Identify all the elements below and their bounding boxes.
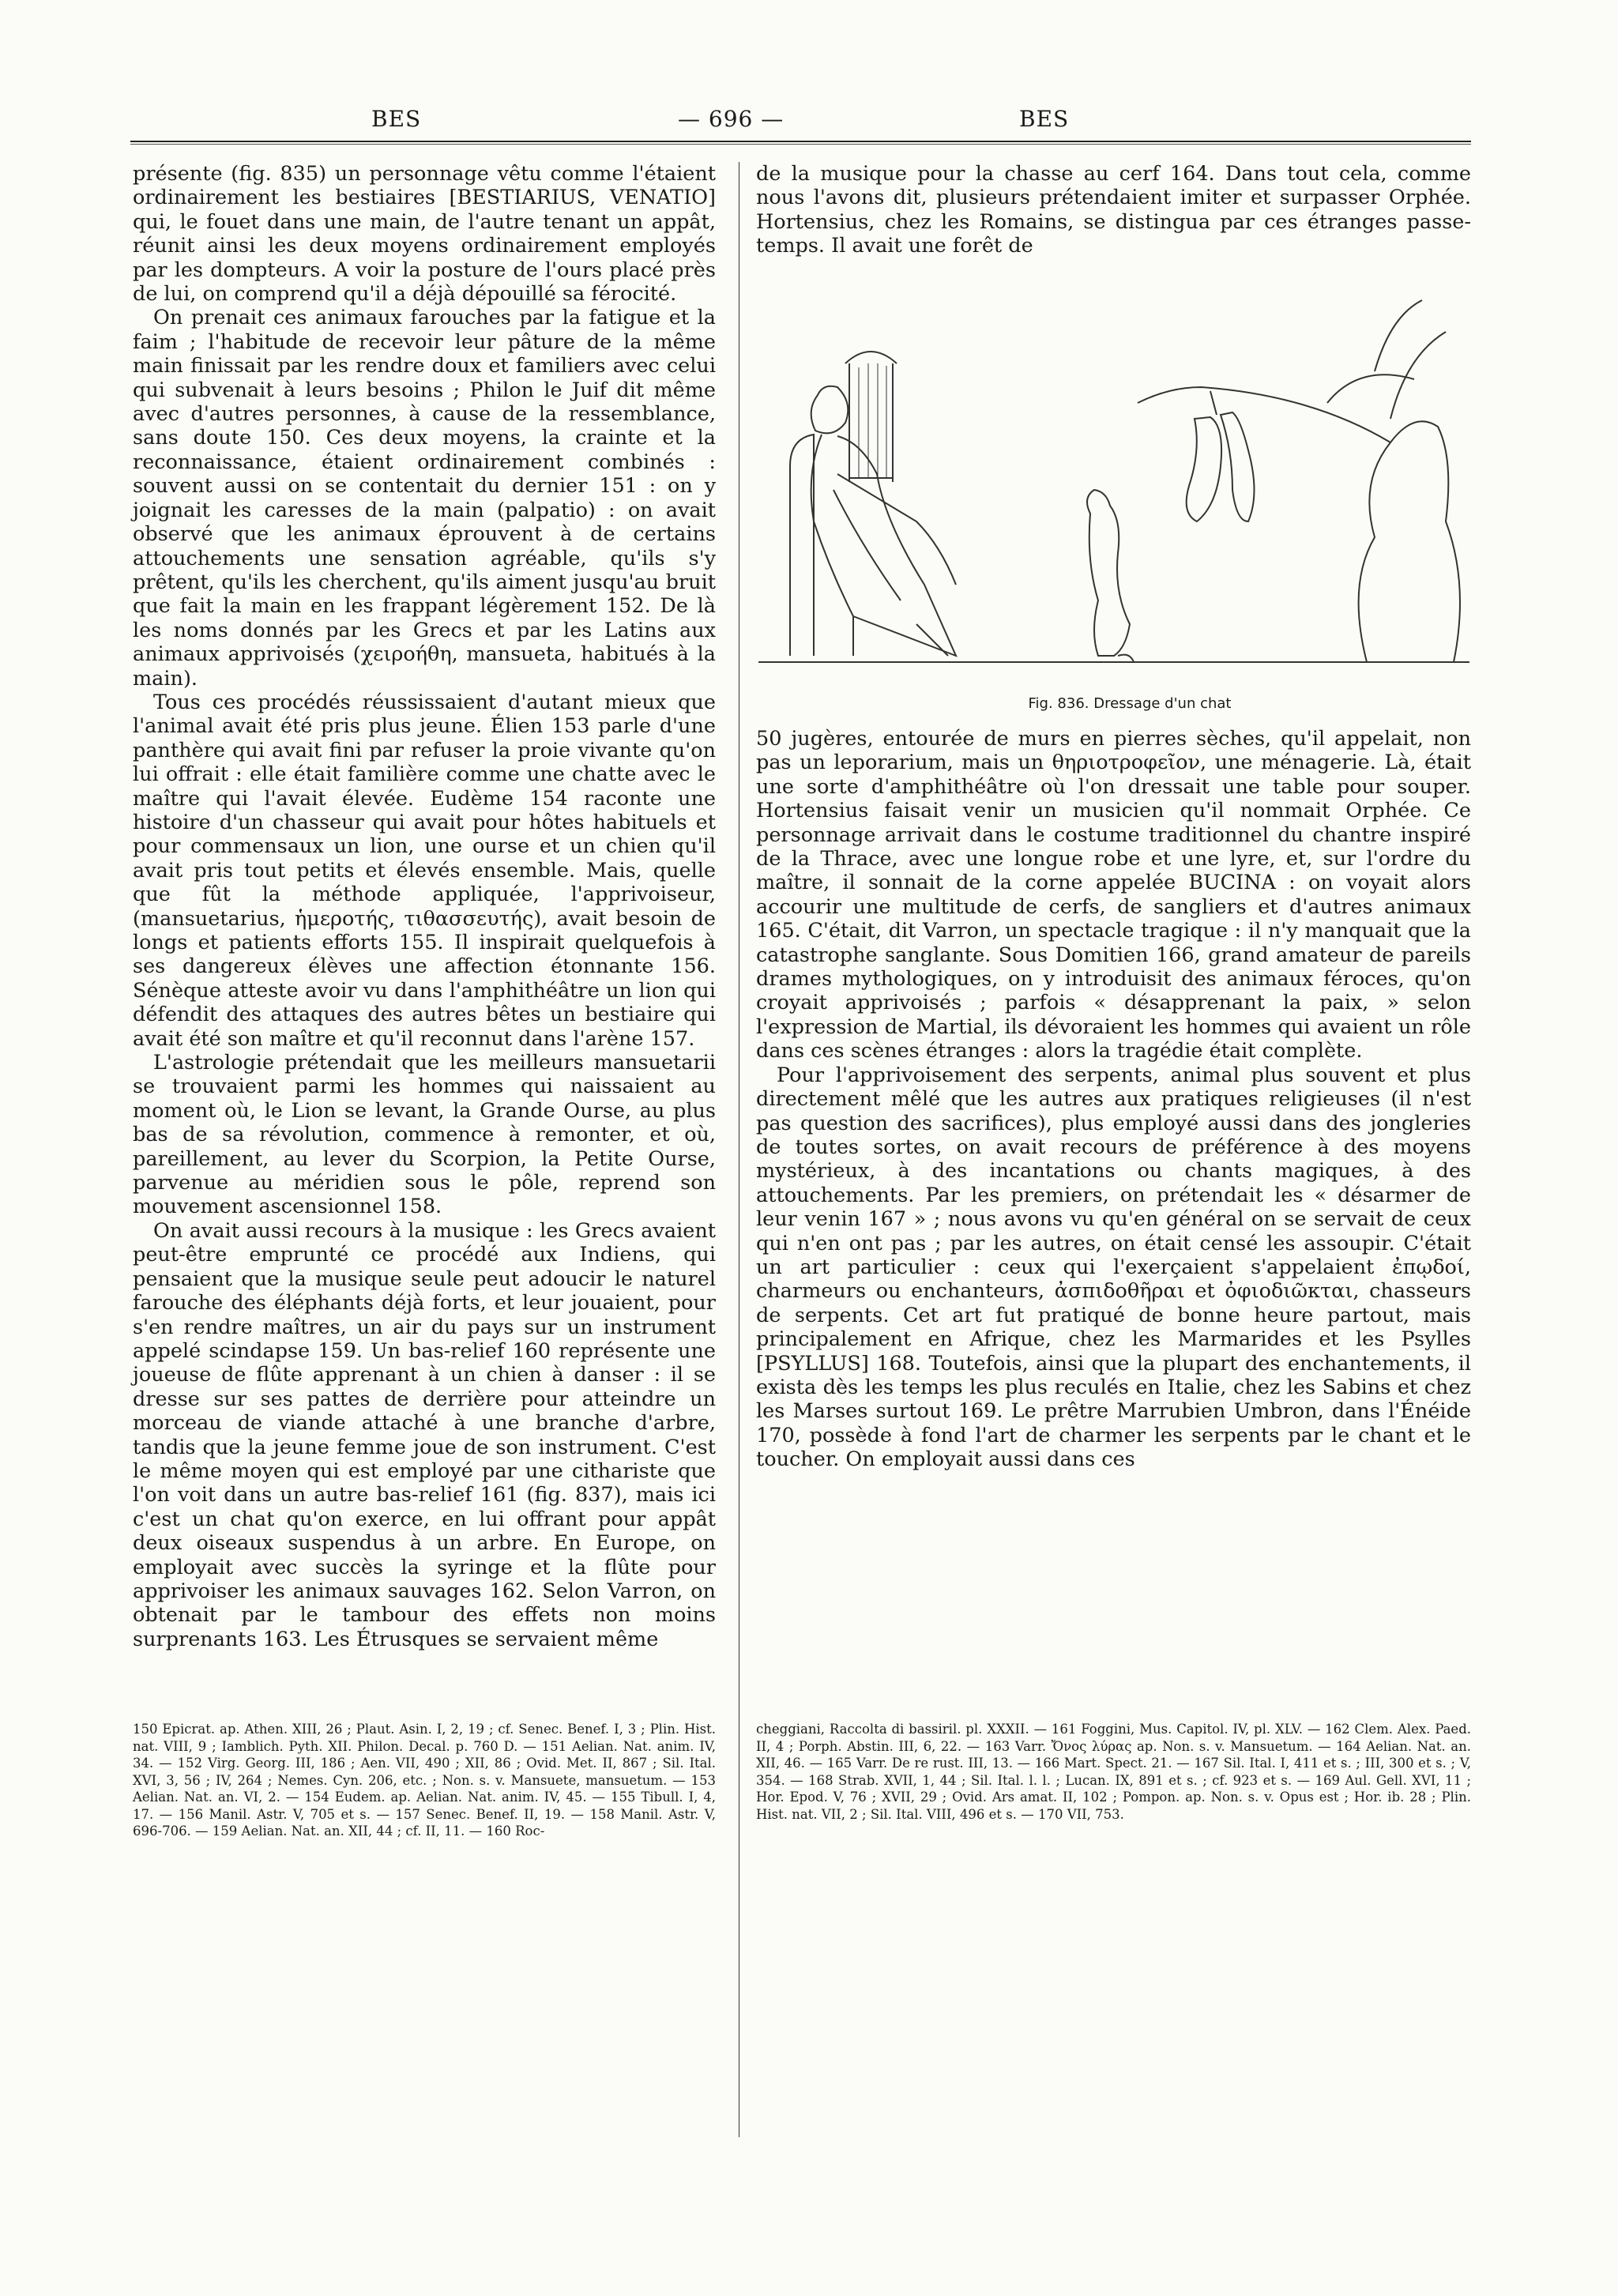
figure-cat-training-relief [758,284,1469,695]
chair-back [790,435,814,656]
robe [811,435,956,656]
paragraph: On avait aussi recours à la musique : les Grecs avaient peut-être emprunté ce procédé aux Indiens, qui pensaient que la musique seule peut adoucir le naturel farouche des éléphants déjà forts, et leur jouaient, pour s'en rendre maîtres, un air du pays sur un instrument appelé scindapse 159. Un bas-relief 160 représente une joueuse de flûte apprenant à un chien à danser : il se dresse sur ses pattes de derrière pour atteindre un morceau de viande attaché à une branche d'arbre, tandis que la jeune femme joue de son instrument. C'est le même moyen qui est employé par une cithariste que l'on voit dans un autre bas-relief 161 (fig. 837), mais ici c'est un chat qu'on exerce, en lui offrant pour appât deux oiseaux suspendus à un arbre. En Europe, on employait avec succès la syringe et la flûte pour apprivoiser les animaux sauvages 162. Selon Varron, on obtenait par le tambour des effets non moins surprenants 163. Les Étrusques se servaient même [133,1218,716,1651]
right-column-bottom [756,727,1471,1472]
head [811,386,849,434]
right-column-top [756,162,1471,258]
paragraph: Tous ces procédés réussissaient d'autant mieux que l'animal avait été pris plus jeune. Élien 153 parle d'une panthère qui avait fini par refuser la proie vivante qu'on lui offrait : elle était familière comme une chatte avec le maître qui l'avait élevée. Eudème 154 raconte une histoire d'un chasseur qui avait pour hôtes habituels et pour commensaux un lion, une ourse et un chien qu'il avait pris tout petits et élevés ensemble. Mais, quelle que fût la méthode appliquée, l'apprivoiseur, (mansuetarius, ἡμεροτής, τιθασσευτής), avait besoin de longs et patients efforts 155. Il inspirait quelquefois à ses dangereux élèves une affection étonnante 156. Sénèque atteste avoir vu dans l'amphithéâtre un lion qui défendit des attaques des autres bêtes un bestiaire qui avait été son maître et qu'il reconnut dans l'arène 157. [133,690,716,1051]
branches [1327,300,1446,419]
footnote-block: cheggiani, Raccolta di bassiril. pl. XXXII. — 161 Foggini, Mus. Capitol. IV, pl. XLV. — 162 Clem. Alex. Paed. II, 4 ; Porph. Abstin. III, 6, 22. — 163 Varr. Ὄνος λύρας ap. Non. s. v. Mansuetum. — 164 Aelian. Nat. an. XII, 46. — 165 Varr. De re rust. III, 13. — 166 Mart. Spect. 21. — 167 Sil. Ital. I, 411 et s. ; III, 300 et s. ; V, 354. — 168 Strab. XVII, 1, 44 ; Sil. Ital. l. l. ; Lucan. IX, 891 et s. ; cf. 923 et s. — 169 Aul. Gell. XVI, 11 ; Hor. Epod. V, 76 ; XVII, 29 ; Ovid. Ars amat. II, 102 ; Pompon. ap. Non. s. v. Opus est ; Hor. ib. 28 ; Plin. Hist. nat. VII, 2 ; Sil. Ital. VIII, 496 et s. — 170 VII, 753. [756,1722,1471,1822]
footnotes-right [756,1721,1471,1823]
paragraph: Pour l'apprivoisement des serpents, animal plus souvent et plus directement mêlé que les autres aux pratiques religieuses (il n'est pas question des sacrifices), plus employé aussi dans des jongleries de toutes sortes, on avait recours de préférence à des moyens mystérieux, à des incantations ou chants magiques, à des attouchements. Par les premiers, on prétendait les « désarmer de leur venin 167 » ; nous avons vu qu'en général on se servait de ceux qui n'en ont pas ; par les autres, on était censé les assoupir. C'était un art particulier : ceux qui l'exerçaient s'appelaient ἐπῳδοί, charmeurs ou enchanteurs, ἀσπιδοθῆραι et ὀφιοδιῶκται, chasseurs de serpents. Cet art fut pratiqué de bonne heure partout, mais principalement en Afrique, chez les Marmarides et les Psylles [PSYLLUS] 168. Toutefois, ainsi que la plupart des enchantements, il exista dès les temps les plus reculés en Italie, chez les Sabins et chez les Marses surtout 169. Le prêtre Marrubien Umbron, dans l'Énéide 170, possède à fond l'art de charmer les serpents par le chant et le toucher. On employait aussi dans ces [756,1063,1471,1472]
header-rule [130,141,1471,142]
running-head-left: BES [371,106,422,132]
paragraph: L'astrologie prétendait que les meilleurs mansuetarii se trouvaient parmi les hommes qui naissaient au moment où, le Lion se levant, la Grande Ourse, au plus bas de sa révolution, commence à remonter, et où, pareillement, au lever du Scorpion, la Petite Ourse, parvenue au méridien sous le pôle, reprend son mouvement ascensionnel 158. [133,1051,716,1219]
hanging-bird [1187,417,1221,521]
header-rule-thin [130,144,1471,145]
paragraph: On prenait ces animaux farouches par la fatigue et la faim ; l'habitude de recevoir leur pâture de la même main finissait par les rendre doux et familiers avec celui qui subvenait à leurs besoins ; Philon le Juif dit même avec d'autres personnes, à cause de la ressemblance, sans doute 150. Ces deux moyens, la crainte et la reconnaissance, étaient ordinairement combinés : souvent aussi on se contentait du dernier 151 : on y joignait les caresses de la main (palpatio) : on avait observé que les animaux éprouvent à de certains attouchements une sensation agréable, qu'ils s'y prêtent, qu'ils les cherchent, qu'ils aiment jusqu'au bruit que fait la main en les frappant légèrement 152. De là les noms donnés par les Grecs et par les Latins aux animaux apprivoisés (χειροήθη, mansueta, habitués à la main). [133,306,716,691]
tree-trunk [1359,421,1460,662]
figure-caption: Fig. 836. Dressage d'un chat [1028,695,1232,712]
cat [1087,490,1130,656]
footnote-block: 150 Epicrat. ap. Athen. XIII, 26 ; Plaut. Asin. I, 2, 19 ; cf. Senec. Benef. I, 3 ; Plin. Hist. nat. VIII, 9 ; Iamblich. Pyth. XII. Philon. Decal. p. 760 D. — 151 Aelian. Nat. anim. IV, 34. — 152 Virg. Georg. III, 186 ; Aen. VII, 490 ; XII, 86 ; Ovid. Met. II, 867 ; Sil. Ital. XVI, 3, 56 ; IV, 264 ; Nemes. Cyn. 206, etc. ; Non. s. v. Mansuete, mansuetum. — 153 Aelian. Nat. an. VI, 2. — 154 Eudem. ap. Aelian. Nat. anim. IV, 45. — 155 Tibull. I, 4, 17. — 156 Manil. Astr. V, 705 et s. — 157 Senec. Benef. II, 19. — 158 Manil. Astr. V, 696-706. — 159 Aelian. Nat. an. XII, 44 ; cf. II, 11. — 160 Roc- [133,1722,716,1839]
cat-tail [1118,655,1134,662]
running-head-right: BES [1019,106,1070,132]
lyre-strings [859,363,886,478]
hanging-bird [1221,412,1255,521]
paragraph: de la musique pour la chasse au cerf 164. Dans tout cela, comme nous l'avons dit, plusieurs prétendaient imiter et surpasser Orphée. Hortensius, chez les Romains, se distingua par ces étranges passe-temps. Il avait une forêt de [756,162,1471,258]
page-number: — 696 — [678,106,785,132]
paragraph: présente (fig. 835) un personnage vêtu comme l'étaient ordinairement les bestiaires [BESTIARIUS, VENATIO] qui, le fouet dans une main, de l'autre tenant un appât, réunit ainsi les deux moyens ordinairement employés par les dompteurs. A voir la posture de l'ours placé près de lui, on comprend qu'il a déjà dépouillé sa férocité. [133,162,716,307]
paragraph: 50 jugères, entourée de murs en pierres sèches, qu'il appelait, non pas un leporarium, mais un θηριοτροφεῖον, une ménagerie. Là, était une sorte d'amphithéâtre où l'on dressait une table pour souper. Hortensius faisait venir un musicien qu'il nommait Orphée. Ce personnage arrivait dans le costume traditionnel du chantre inspiré de la Thrace, avec une longue robe et une lyre, et, sur l'ordre du maître, il sonnait de la corne appelée BUCINA : on voyait alors accourir une multitude de cerfs, de sangliers et d'autres animaux 165. C'était, dit Varron, un spectacle tragique : il n'y manquait que la catastrophe sanglante. Sous Domitien 166, grand amateur de pareils drames mythologiques, on y introduisit des animaux féroces, qu'on croyait apprivoisés ; parfois « désapprenant la paix, » selon l'expression de Martial, ils dévoraient les hommes qui avaient un rôle dans ces scènes étranges : alors la tragédie était complète. [756,727,1471,1063]
left-column [133,162,716,1651]
footnotes-left [133,1721,716,1840]
branch [1138,387,1390,442]
